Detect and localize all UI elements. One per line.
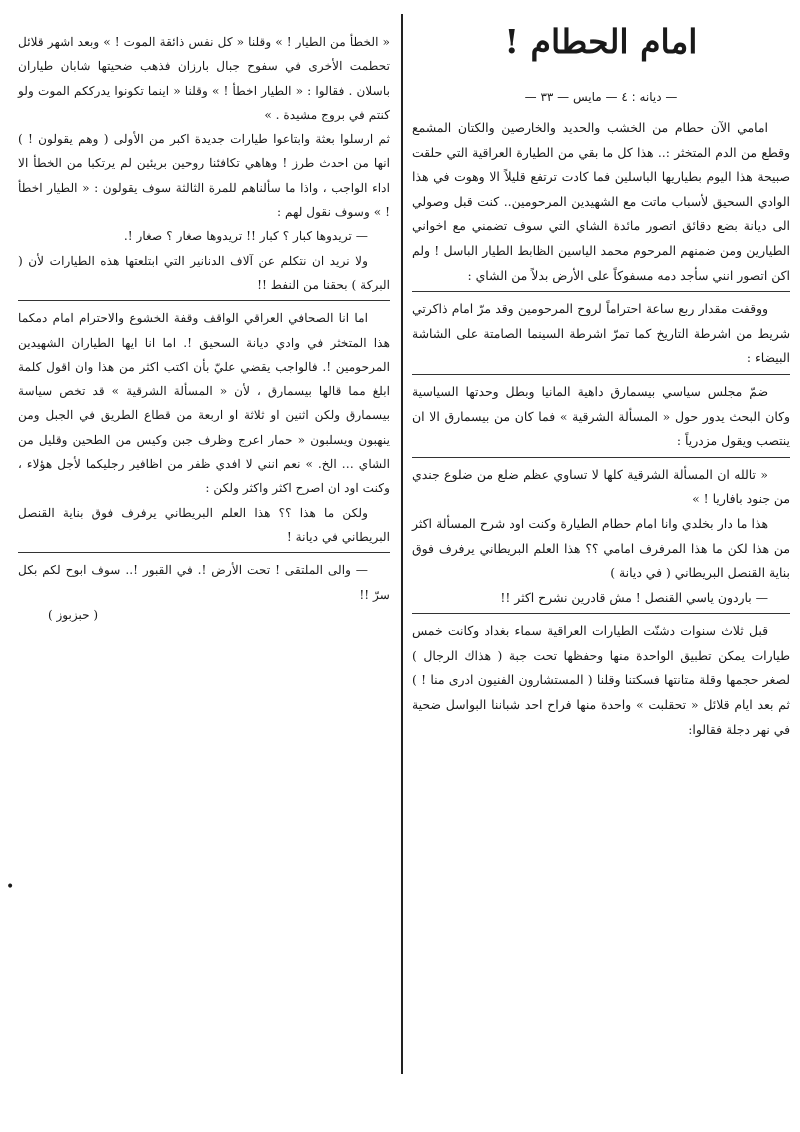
section-rule [18,552,390,553]
paragraph: امامي الآن حطام من الخشب والحديد والخارصين والكتان المشمع وقطع من الدم المتخثر :.. هذا كل ما بقي من الطيارة العراقية التي حلقت صبيحة هذا اليوم بطياريها الباسلين فما كادت ترتفع قليلاً الا وهوت في هذا الوادي السحيق لأسباب ماتت مع الشهيدين المرحومين.. كنت قبل وصولي الى ديانة بضع دقائق اتصور مائدة الشاي التي سوف تضمني مع اخواني الطيارين ومن ضمنهم المرحوم محمد الياسين الظابط الطيار الباسل ! ولم اكن اتصور انني سأجد دمه مسفوكاً على الأرض بدلاً من الشاي : [412,120,790,283]
paragraph: « الخطأ من الطيار ! » وقلنا « كل نفس ذائقة الموت ! » وبعد اشهر قلائل تحطمت الأخرى في سفوح جبال بارزان فذهب ضحيتها شابان طياران باسلان . فقالوا : « الطيار اخطأ ! » وقلنا « اينما تكونوا يدرككم الموت ولو كنتم في بروج مشيدة . » [18,35,390,122]
column-divider [401,14,403,1074]
paragraph: هذا ما دار بخلدي وانا امام حطام الطيارة وكنت اود شرح المسألة اكثر من هذا لكن ما هذا المرفرف امامي ؟؟ هذا العلم البريطاني يرفرف فوق بناية القنصل البريطاني ( في ديانة ) [412,515,790,581]
paragraph: ثم ارسلوا بعثة وابتاعوا طيارات جديدة اكبر من الأولى ( وهم يقولون ! ) انها من احدث طرز ! وهاهي تكافئنا روحين بريئين لم يرتكبا من الخطأ الا اداء الواجب ، واذا ما سألناهم للمرة الثالثة سوف يقولون : « الطيار اخطأ ! » وسوف نقول لهم : [18,132,390,220]
right-column [412,18,790,742]
quote-paragraph: « تالله ان المسألة الشرقية كلها لا تساوي عظم ضلع من ضلوع جندي من جنود بافاريا ! » [412,466,790,507]
article-title: امام الحطام ! [504,22,698,61]
paragraph: — باردون ياسي القنصل ! مش قادرين نشرح اكثر !! [500,589,768,605]
paragraph: — تريدوها كبار ؟ كبار !! تريدوها صغار ؟ صغار !. [123,229,368,244]
paragraph: اما انا الصحافي العراقي الواقف وقفة الخشوع والاحترام امام دمكما هذا المتخثر في وادي ديانة السحيق !. اما انا ايها الطياران الشهيدين المرحومين !. فالواجب يقضي عليّ بأن اكتب اكثر من هذا وان اقول كلمة ابلغ مما قالها بيسمارق ، لأن « المسألة الشرقية » قد تخص سياسة بيسمارق ولكن اثنين او ثلاثة او اربعة من قطاع الطريق في الجبل ومن ينهبون ويسلبون « حمار اعرج وظرف جبن وكيس من الطحين وقليل من الشاي … الخ. » نعم انني لا افدي ظفر من اظافير رجليكما لأجل هؤلاء ، وكنت اود ان اصرح اكثر واكثر ولكن : [18,311,390,496]
closing-paragraph: — والى الملتقى ! تحت الأرض !. في القبور !.. سوف ابوح لكم بكل سرّ !! [18,563,390,602]
margin-dot: • [6,879,15,895]
paragraph: ولكن ما هذا ؟؟ هذا العلم البريطاني يرفرف فوق بناية القنصل البريطاني في ديانة ! [18,505,390,544]
article-dateline: — ديانه : ٤ — مايس — ٣٣ — [524,90,678,104]
paragraph: قبل ثلاث سنوات دشنّت الطيارات العراقية سماء بغداد وكانت خمس طيارات يمكن تطبيق الواحدة منها وحفظها تحت جبة ( هذاك الرجال ) لصغر حجمها وقلة متانتها فسكتنا وقلنا ( المستشارون الفنيون ادرى منا ! ) ثم بعد ايام قلائل « تحقلبت » واحدة منها فراح احد شباننا البواسل ضحية في نهر دجلة فقالوا: [412,623,790,737]
paragraph: ولا نريد ان نتكلم عن آلاف الدنانير التي ابتلعتها هذه الطيارات لأن ( البركة ) بحقنا من النفط !! [18,253,390,292]
author-signature: ( حبزبوز ) [48,607,98,622]
paragraph: ووقفت مقدار ربع ساعة احتراماً لروح المرحومين وقد مرّ امام ذاكرتي شريط من اشرطة التاريخ كما تمرّ اشرطة السينما الصامتة على الشاشة البيضاء : [412,301,790,366]
section-rule [412,457,790,458]
section-rule [18,300,390,301]
section-rule [412,291,790,292]
paragraph: ضمّ مجلس سياسي بيسمارق داهية المانيا وبطل وحدتها السياسية وكان البحث يدور حول « المسألة الشرقية » فما كان من بيسمارق الا ان ينتصب ويقول مزدرياً : [412,383,790,449]
left-column [18,30,390,625]
section-rule [412,374,790,375]
section-rule [412,613,790,614]
